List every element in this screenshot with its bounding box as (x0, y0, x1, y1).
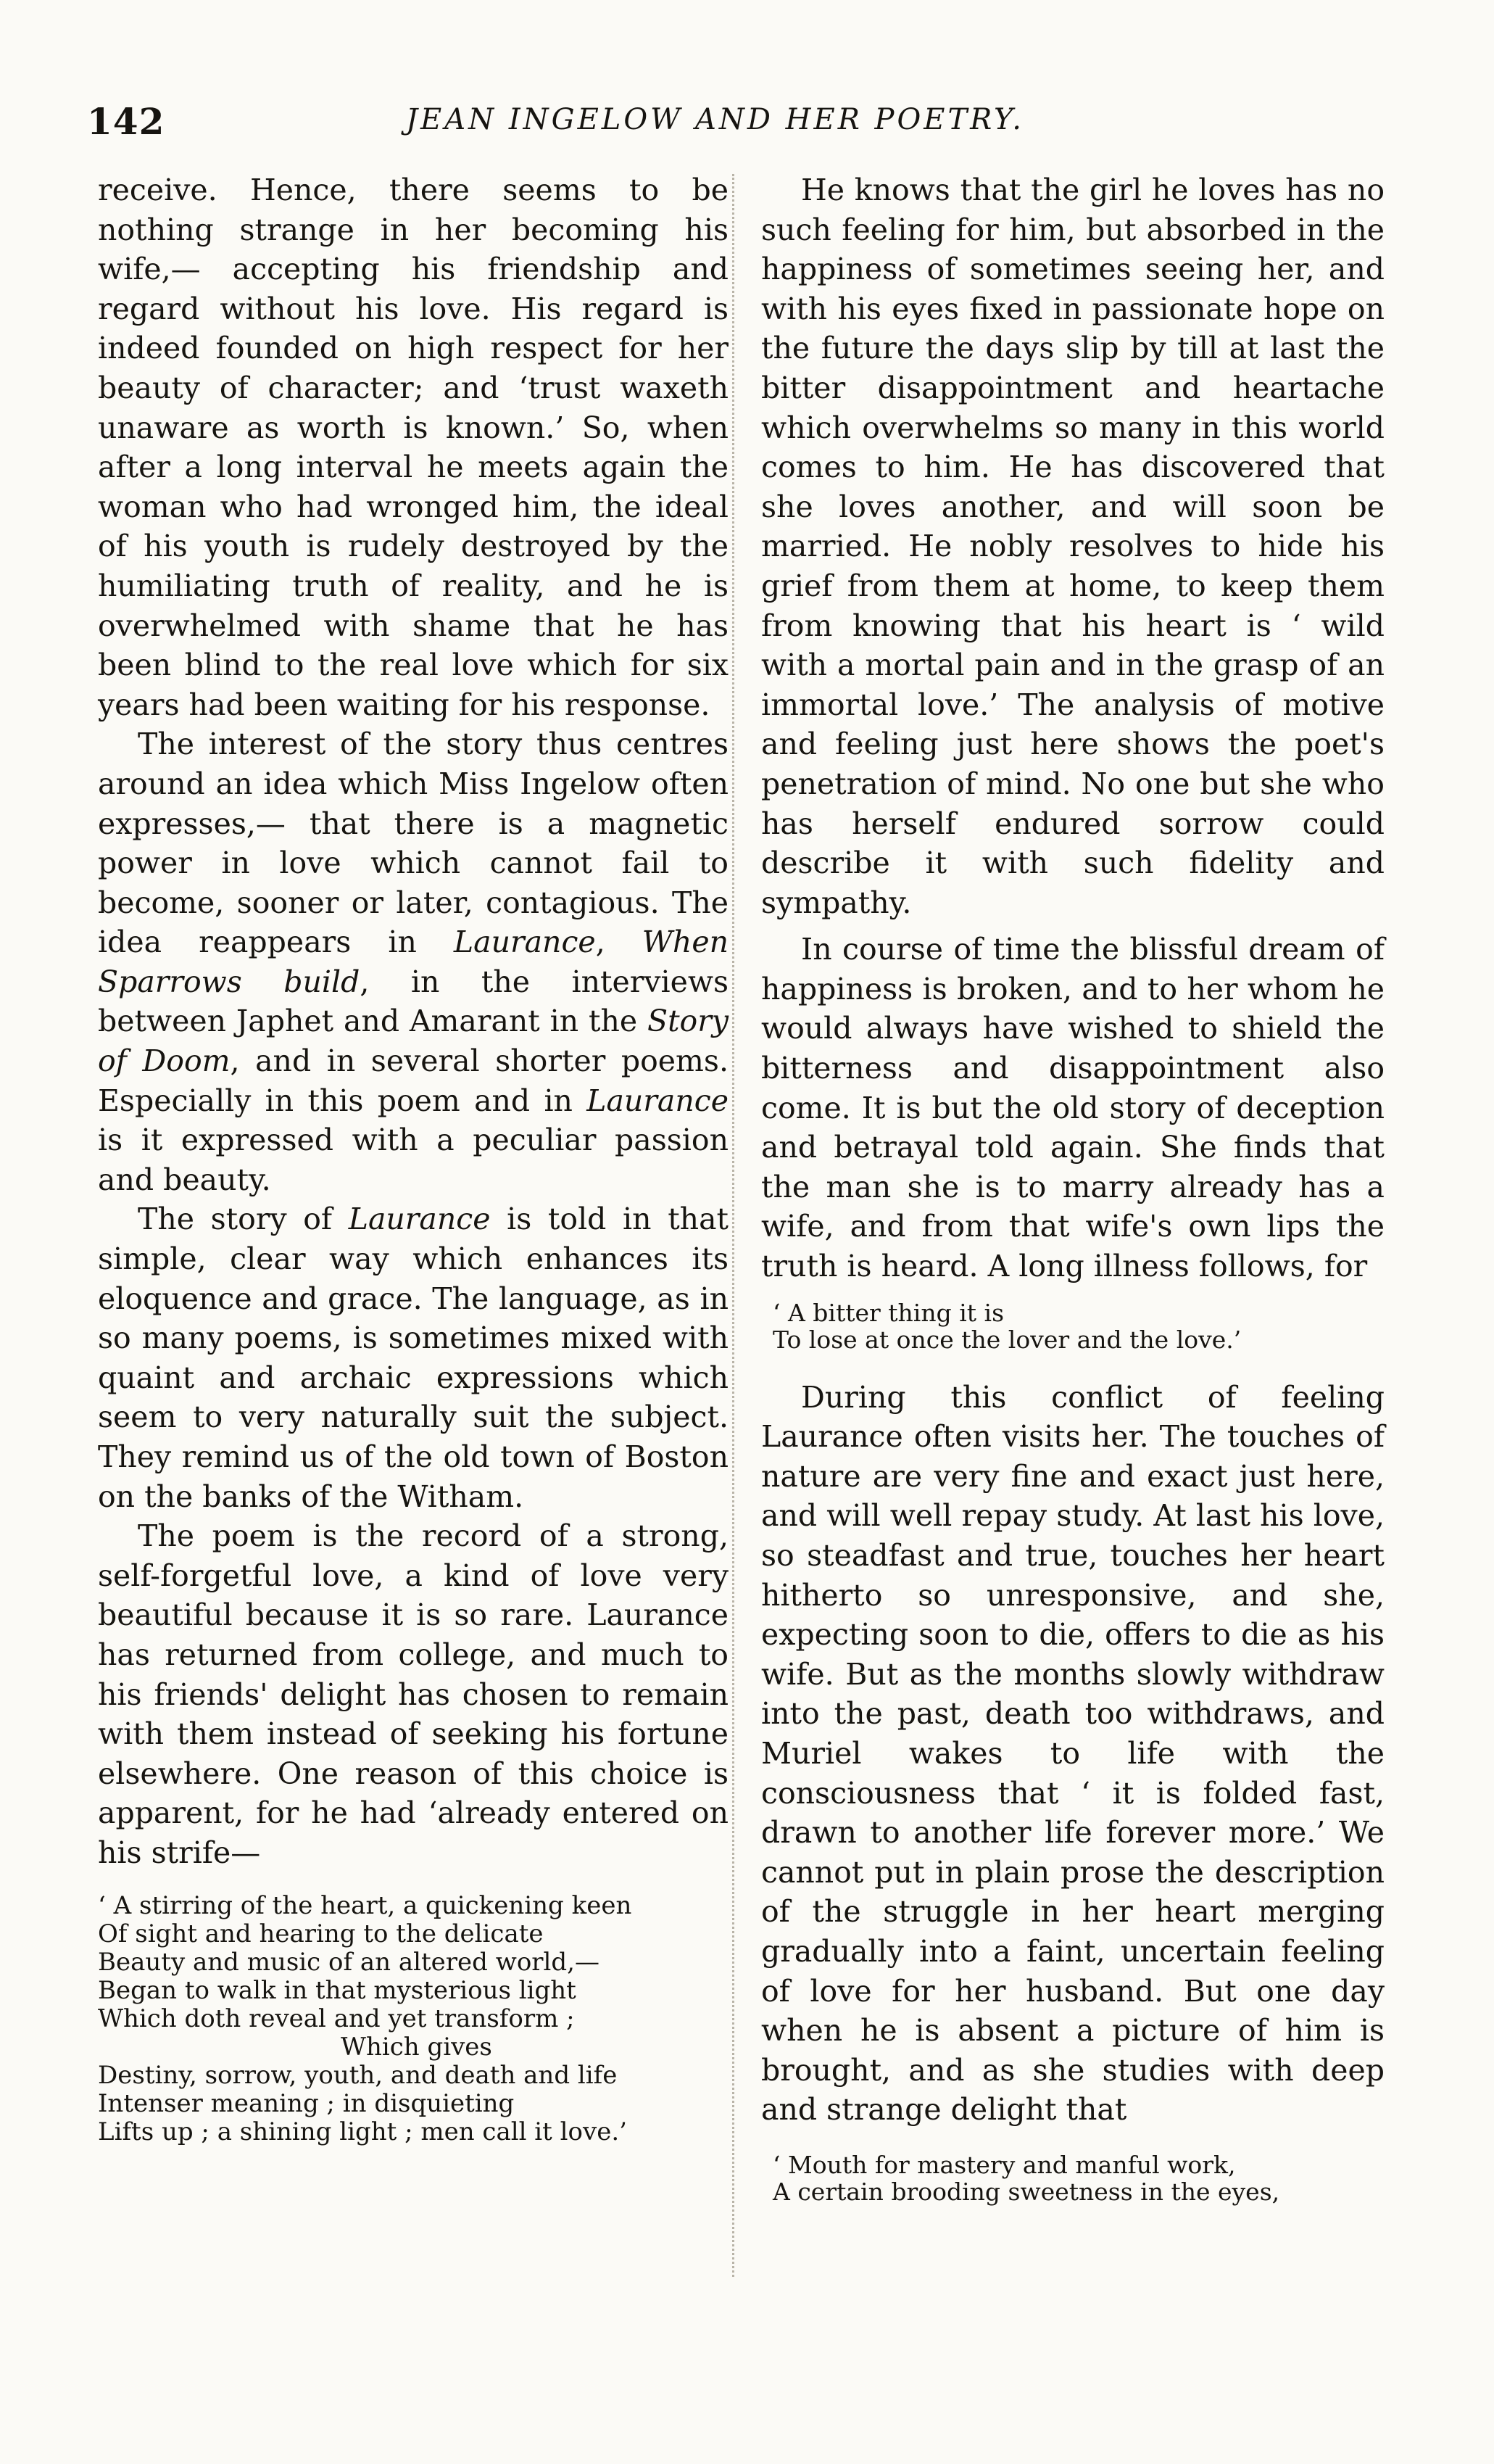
text-run: The interest of the story thus centres around an idea which Miss Ingelow often expresses,— that there is a magnetic power in love which cannot fail to become, sooner or later, contagious. The idea reappears in (98, 727, 729, 960)
paragraph: During this conflict of feeling Laurance often visits her. The touches of nature are very fine and exact just here, and will well repay study. At last his love, so steadfast and true, touches her heart hitherto so unresponsive, and she, expecting soon to die, offers to die as his wife. But as the months slowly withdraw into the past, death too withdraws, and Muriel wakes to life with the consciousness that ‘ it is folded fast, drawn to another life forever more.’ We cannot put in plain prose the description of the struggle in her heart merging gradually into a faint, uncertain feeling of love for her husband. But one day when he is absent a picture of him is brought, and as she studies with deep and strange delight that (761, 1379, 1385, 2128)
verse-line: Lifts up ; a shining light ; men call it love.’ (98, 2117, 627, 2146)
verse-line: ‘ A bitter thing it is (773, 1298, 1005, 1327)
verse-quote (773, 2151, 1385, 2205)
verse-line: Began to walk in that mysterious light (98, 1975, 576, 2005)
verse-line: Which doth reveal and yet transform ; (98, 2004, 575, 2033)
verse-line: A certain brooding sweetness in the eyes, (773, 2177, 1280, 2206)
verse-line: Which gives (341, 2032, 492, 2062)
title-italic: Story of Doom (98, 1004, 729, 1079)
paragraph (98, 724, 729, 1199)
paragraph (98, 1199, 729, 1516)
running-head: JEAN INGELOW AND HER POETRY. (406, 103, 1024, 136)
text-run: is it expressed with a peculiar passion and beauty. (98, 1123, 729, 1197)
title-italic: When Sparrows build (98, 925, 729, 999)
verse-line: ‘ Mouth for mastery and manful work, (773, 2150, 1236, 2179)
verse-line: Of sight and hearing to the delicate (98, 1919, 544, 1948)
verse-line: Intenser meaning ; in disquieting (98, 2088, 515, 2118)
verse-line: To lose at once the lover and the love.’ (773, 1325, 1242, 1354)
paragraph: receive. Hence, there seems to be nothing strange in her becoming his wife,— accepting his friendship and regard without his love. His regard is indeed founded on high respect for her beauty of character; and ‘trust waxeth unaware as worth is known.’ So, when after a long interval he meets again the woman who had wronged him, the ideal of his youth is rudely destroyed by the humiliating truth of reality, and he is overwhelmed with shame that he has been blind to the real love which for six years had been waiting for his response. (98, 173, 729, 722)
verse-line: ‘ A stirring of the heart, a quickening keen (98, 1890, 632, 1920)
verse-line: Beauty and music of an altered world,— (98, 1947, 599, 1977)
verse-quote (98, 1892, 729, 2146)
left-column (98, 170, 729, 2168)
right-column (761, 170, 1385, 2230)
title-italic: Laurance (453, 925, 596, 960)
title-italic: Laurance (348, 1202, 491, 1237)
text-run: is told in that simple, clear way which enhances its eloquence and grace. The language, as in so many poems, is sometimes mixed with quaint and archaic expressions which seem to very naturally suit the subject. They remind us of the old town of Boston on the banks of the Witham. (98, 1202, 729, 1514)
text-run: , (595, 925, 642, 960)
verse-quote (773, 1299, 1385, 1353)
verse-line: Destiny, sorrow, youth, and death and life (98, 2060, 618, 2090)
paragraph: The poem is the record of a strong, self-forgetful love, a kind of love very beautiful because it is so rare. Laurance has returned from college, and much to his friends' delight has chosen to remain with them instead of seeking his fortune elsewhere. One reason of this choice is apparent, for he had ‘already entered on his strife— (98, 1518, 729, 1870)
page-number: 142 (87, 100, 165, 143)
text-run: The story of (138, 1202, 349, 1237)
title-italic: Laurance (586, 1083, 729, 1118)
paragraph: He knows that the girl he loves has no such feeling for him, but absorbed in the happiness of sometimes seeing her, and with his eyes fixed in passionate hope on the future the days slip by till at last the bitter disappointment and heartache which overwhelms so many in this world comes to him. He has discovered that she loves another, and will soon be married. He nobly resolves to hide his grief from them at home, to keep them from knowing that his heart is ‘ wild with a mortal pain and in the grasp of an immortal love.’ The analysis of motive and feeling just here shows the poet's penetration of mind. No one but she who has herself endured sorrow could describe it with such fidelity and sympathy. (761, 173, 1385, 920)
paragraph: In course of time the blissful dream of happiness is broken, and to her whom he would always have wished to shield the bitterness and disappointment also come. It is but the old story of deception and betrayal told again. She finds that the man she is to marry already has a wife, and from that wife's own lips the truth is heard. A long illness follows, for (761, 932, 1385, 1284)
text-run: , in the interviews between Japhet and Amarant in the (98, 964, 729, 1039)
column-rule (732, 174, 734, 2277)
text-run: , and in several shorter poems. Especially in this poem and in (98, 1043, 729, 1118)
